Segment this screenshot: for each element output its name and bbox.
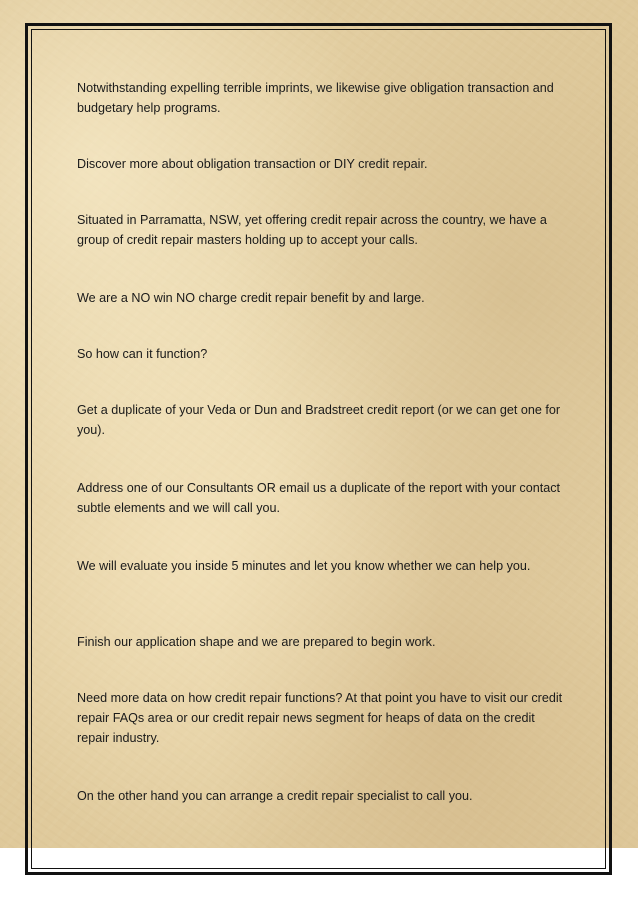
paragraph: On the other hand you can arrange a credit repair specialist to call you. — [77, 789, 473, 803]
paragraph: Notwithstanding expelling terrible imprints, we likewise give obligation transaction and budgetary help programs. — [77, 81, 554, 115]
paragraph: So how can it function? — [77, 347, 208, 361]
paragraph: Finish our application shape and we are prepared to begin work. — [77, 635, 436, 649]
paragraph: Address one of our Consultants OR email us a duplicate of the report with your contact subtle elements and we will call you. — [77, 481, 561, 515]
paragraph: Get a duplicate of your Veda or Dun and Bradstreet credit report (or we can get one for you). — [77, 403, 561, 437]
paragraph: Discover more about obligation transaction or DIY credit repair. — [77, 157, 428, 171]
paragraph: Need more data on how credit repair functions? At that point you have to visit our credit repair FAQs area or our credit repair news segment for heaps of data on the credit repair industry. — [77, 691, 563, 745]
paragraph: We will evaluate you inside 5 minutes and let you know whether we can help you. — [77, 559, 531, 573]
paragraph: Situated in Parramatta, NSW, yet offering credit repair across the country, we have a group of credit repair masters holding up to accept your calls. — [77, 213, 547, 247]
paragraph: We are a NO win NO charge credit repair benefit by and large. — [77, 291, 425, 305]
